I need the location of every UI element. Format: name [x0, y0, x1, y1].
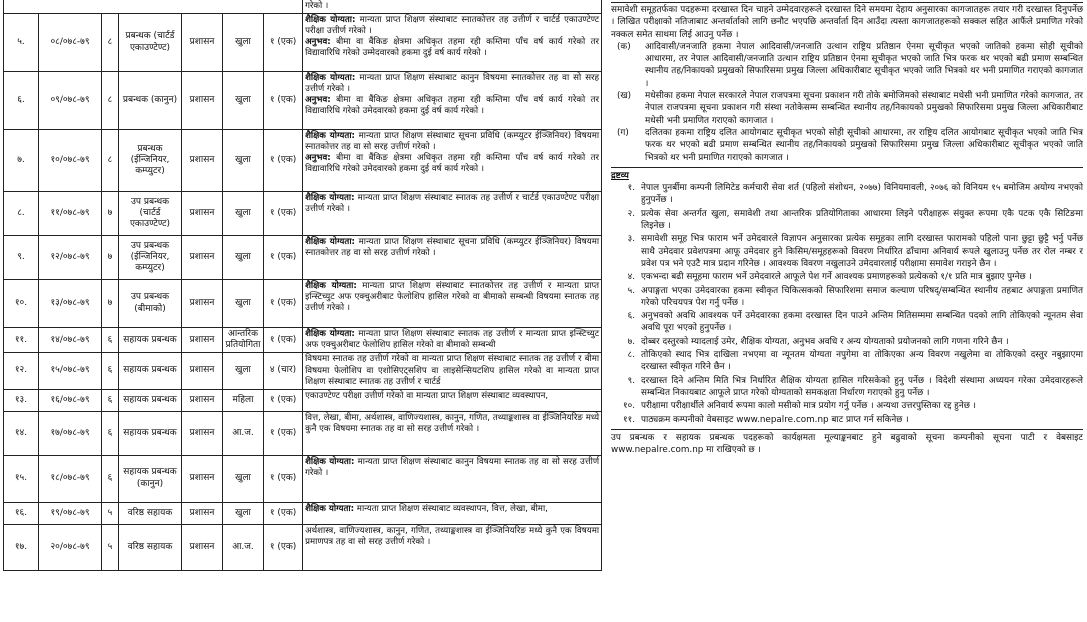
post-name: प्रबन्धक (ईन्जिनियर, कम्प्युटर): [119, 130, 182, 192]
vacancy-table: [3, 0, 602, 571]
post-name: सहायक प्रबन्धक: [119, 411, 182, 455]
table-row: [4, 236, 602, 280]
advertisement-number: ०९/०७८-७९: [39, 72, 102, 130]
qualification-cell: [303, 192, 602, 236]
competition-type: खुला: [223, 192, 264, 236]
post-name: वरिष्ठ सहायक: [119, 524, 182, 570]
note-item: [611, 271, 1083, 283]
note-number: १०.: [623, 401, 635, 412]
note-item: [611, 375, 1083, 400]
level: ६: [102, 455, 119, 502]
qualification-cell: [303, 411, 602, 455]
note-item: [611, 336, 1083, 348]
notes-heading: द्रष्टव्य: [611, 170, 629, 181]
experience-label: अनुभव:: [305, 95, 331, 106]
note-number: ६.: [627, 311, 635, 322]
post-name: सहायक प्रबन्धक (कानुन): [119, 455, 182, 502]
note-item: [611, 285, 1083, 310]
service-group: प्रशासन: [182, 411, 223, 455]
education-value: मान्यता प्राप्त शिक्षण संस्थाबाट कानुन विषयमा स्नातक तह वा सो सरह उत्तीर्ण गरेको ।: [305, 456, 600, 478]
category-label: (क): [617, 41, 631, 52]
table-row: [4, 280, 602, 328]
table-row: [4, 14, 602, 72]
note-text: प्रत्येक सेवा अन्तर्गत खुला, समावेशी तथा आन्तरिक प्रतियोगिताका आधारमा लिइने परीक्षाहरू संयुक्त रूपमा एकै पटक एकै सिटिङमा लिइनेछ ।: [641, 208, 1083, 232]
category-label: (ख): [617, 91, 632, 102]
table-row: [4, 130, 602, 192]
experience-value: बीमा वा बैंकिङ क्षेत्रमा अधिकृत तहमा रही कम्तिमा पाँच वर्ष कार्य गरेको तर विद्यावारिधि गरेको उमेदवारको हकमा दुई वर्ष कार्य गरेको ।: [305, 95, 600, 117]
vacancy-count: १ (एक): [264, 455, 303, 502]
table-row: [4, 411, 602, 455]
post-name: प्रबन्धक (कानुन): [119, 72, 182, 130]
qualification-cell: [303, 280, 602, 328]
level: ७: [102, 280, 119, 328]
education-text: [305, 281, 599, 314]
advertisement-number: १९/०७८-७९: [39, 502, 102, 524]
category-item: [611, 127, 1083, 164]
advertisement-number: १७/०७८-७९: [39, 411, 102, 455]
experience-text: [305, 95, 599, 117]
post-name: उप प्रबन्धक (चार्टर्ड एकाउण्टेण्ट): [119, 192, 182, 236]
vacancy-count: १ (एक): [264, 411, 303, 455]
service-group: प्रशासन: [182, 328, 223, 353]
education-label: शैक्षिक योग्यता:: [305, 503, 355, 514]
education-value: वित्त, लेखा, बीमा, अर्थशास्त्र, वाणिज्यशास्त्र, कानुन, गणित, तथ्याङ्कशास्त्र वा ईञ्जिनियरिङ मध्ये कुनै एक विषयमा स्नातक तह वा सो सरह उत्तीर्ण गरेको ।: [305, 412, 600, 434]
advertisement-number: १८/०७८-७९: [39, 455, 102, 502]
education-label: शैक्षिक योग्यता:: [305, 329, 355, 339]
note-number: २.: [627, 208, 635, 219]
experience-value: बीमा वा बैंकिङ क्षेत्रमा अधिकृत तहमा रही कम्तिमा पाँच वर्ष कार्य गरेको तर विद्यावारिधि गरेको उम्मेदवारको हकमा दुई वर्ष कार्य गरेको ।: [305, 37, 600, 59]
note-number: १.: [627, 183, 635, 194]
vacancy-count: १ (एक): [264, 192, 303, 236]
note-number: ११.: [623, 414, 635, 425]
post-name: वरिष्ठ सहायक: [119, 502, 182, 524]
vacancy-count: १ (एक): [264, 328, 303, 353]
education-value: विषयमा स्नातक तह उत्तीर्ण गरेको वा मान्यता प्राप्त शिक्षण संस्थाबाट स्नातक तह उत्तीर्ण र बीमा विषयमा फेलोशिप वा एशोसिएट्सशिप वा लाइसेन्सियटशिप हासिल गरेको वा मान्यता प्राप्त शिक्षण संस्थाबाट स्नातक तह उत्तीर्ण र चार्टर्ड: [305, 354, 600, 387]
qualification-cell: [303, 328, 602, 353]
qualification-cell: [303, 130, 602, 192]
education-label: शैक्षिक योग्यता:: [305, 456, 355, 467]
vacancy-count: १ (एक): [264, 72, 303, 130]
vacancy-count: १ (एक): [264, 236, 303, 280]
post-name: सहायक प्रबन्धक: [119, 328, 182, 353]
footer-divider: [611, 429, 1083, 430]
education-value: एकाउण्टेण्ट परीक्षा उत्तीर्ण गरेको वा मान्यता प्राप्त शिक्षण संस्थाबाट व्यवस्थापन,: [305, 390, 549, 401]
education-value: अर्थशास्त्र, वाणिज्यशास्त्र, कानुन, गणित, तथ्याङ्कशास्त्र वा ईञ्जिनियरिङ मध्ये कुनै एक विषयमा प्रमाणपत्र तह वा सो सरह उत्तीर्ण गरेको ।: [305, 525, 600, 547]
service-group: प्रशासन: [182, 72, 223, 130]
service-group: प्रशासन: [182, 455, 223, 502]
table-row: [4, 328, 602, 353]
note-number: ९.: [627, 375, 635, 386]
serial-number: ९.: [4, 236, 39, 280]
experience-text: [305, 37, 599, 59]
advertisement-number: १५/०७८-७९: [39, 353, 102, 389]
qualification-cell: [303, 14, 602, 72]
level: ६: [102, 389, 119, 411]
service-group: प्रशासन: [182, 14, 223, 72]
vacancy-count: १ (एक): [264, 389, 303, 411]
education-label: शैक्षिक योग्यता:: [305, 237, 355, 247]
competition-type: खुला: [223, 14, 264, 72]
qualification-cell: [303, 236, 602, 280]
competition-type: खुला: [223, 353, 264, 389]
top-divider: [611, 2, 1083, 3]
advertisement-number: १४/०७८-७९: [39, 328, 102, 353]
service-group: प्रशासन: [182, 130, 223, 192]
note-item: [611, 349, 1083, 374]
education-label: शैक्षिक योग्यता:: [305, 15, 356, 25]
education-text: [305, 413, 599, 435]
competition-type: आ.ज.: [223, 411, 264, 455]
education-text: [305, 237, 599, 259]
competition-type: खुला: [223, 280, 264, 328]
education-label: शैक्षिक योग्यता:: [305, 73, 356, 83]
note-item: [611, 233, 1083, 270]
note-text: एकभन्दा बढी समूहमा फाराम भर्ने उमेदवारले आफूले पेश गर्ने आवश्यक प्रमाणहरूको प्रत्येकको १/१ प्रति मात्र बुझाए पुग्नेछ ।: [641, 272, 1032, 283]
service-group: प्रशासन: [182, 236, 223, 280]
competition-type: खुला: [223, 455, 264, 502]
intro-paragraph: समावेशी समूहतर्फका पदहरूमा दरखास्त दिन चाहने उम्मेदवारहरूले दरखास्त दिने समयमा देहाय अनुसारका कागजातहरू तयार गरी दरखास्त दिनुपर्नेछ । लिखित परीक्षाको नतिजाबाट अन्तर्वार्ताको लागि छनौट भएपछि अन्तर्वार्ता दिन आउँदा त्यस्ता कागजातहरूको सक्कल सहित आफैंले प्रमाणित गरेको नक्कल समेत साथमा लिई आउनु पर्नेछ ।: [611, 5, 1083, 40]
competition-type: खुला: [223, 72, 264, 130]
education-value: मान्यता प्राप्त शिक्षण संस्थाबाट स्नातकोत्तर तह उत्तीर्ण र मान्यता प्राप्त इन्स्टिच्युट अफ एक्चुअरीबाट फेलोशिप हासिल गरेको वा बीमाको सम्बन्धी विषयमा स्नातक तह उत्तीर्ण गरेको ।: [305, 281, 600, 314]
experience-label: अनुभव:: [305, 153, 331, 164]
competition-type: आ.ज.: [223, 524, 264, 570]
serial-number: ११.: [4, 328, 39, 353]
note-text: दोब्बर दस्तुरको म्यादलाई उमेर, शैक्षिक योग्यता, अनुभव अवधि र अन्य योग्यताको प्रयोजनको लागि गणना गरिने छैन ।: [641, 336, 1009, 347]
competition-type: खुला: [223, 130, 264, 192]
vacancy-count: १ (एक): [264, 280, 303, 328]
education-text: [305, 504, 599, 515]
education-text: [305, 193, 599, 215]
service-group: प्रशासन: [182, 192, 223, 236]
category-list: [611, 41, 1083, 164]
table-row: [4, 353, 602, 389]
vacancy-count: १ (एक): [264, 502, 303, 524]
note-item: [611, 182, 1083, 207]
level: ७: [102, 192, 119, 236]
note-item: [611, 208, 1083, 233]
post-name: प्रबन्धक (चार्टर्ड एकाउण्टेण्ट): [119, 14, 182, 72]
service-group: प्रशासन: [182, 280, 223, 328]
note-text: समावेशी समूह भित्र फाराम भर्ने उमेदवारले विज्ञापन अनुसारका प्रत्येक समूहका लागि दरखास्त फारामको पहिलो पाना छुट्टा छुट्टै भर्नु पर्नेछ साथै उमेदवार प्रवेशपत्रमा आफू उमेदवार हुने किसिम/समूहहरूको विवरण निर्धारित ढाँचामा अनिवार्य रूपले खुलाउनु पर्नेछ तर रोल नम्बर र प्रवेश पत्र भने एउटै मात्र प्रदान गरिनेछ । आवश्यक विवरण नखुलाउने उमेदवारलाई परीक्षामा समावेश गराइने छैन ।: [641, 234, 1083, 269]
category-text: दलितका हकमा राष्ट्रिय दलित आयोगबाट सूचीकृत भएको सोही सूचीको आधारमा, तर राष्ट्रिय दलित आयोगबाट सूचीकृत भएको जाति भित्र फरक थर भएको बढी प्रमाण सम्बन्धित स्थानीय तह/निकायको प्रमुखको सिफारिसमा प्रमुख जिल्ला अधिकारीबाट सूचीकृत भएको जाति भित्रको थर भनी प्रमाणित गराएको कागजात ।: [645, 127, 1083, 163]
category-text: मधेसीका हकमा नेपाल सरकारले नेपाल राजपत्रमा सूचना प्रकाशन गरी तोके बमोजिमको संस्थाबाट मधेसी भनी प्रमाणित गरेको कागजात, तर नेपाल राजपत्रमा सूचना प्रकाशन गरी संस्था नतोकेसम्म सम्बन्धित स्थानीय तह/निकायको प्रमुखको सिफारिसमा प्रमुख जिल्ला अधिकारीबाट मधेसी भनी प्रमाणित गराएको कागजात ।: [645, 91, 1083, 126]
note-number: ७.: [627, 336, 635, 347]
education-text: [305, 391, 599, 402]
education-text: [305, 354, 599, 387]
qualification-fragment: गरेको ।: [303, 0, 602, 14]
level: ५: [102, 524, 119, 570]
education-value: मान्यता प्राप्त शिक्षण संस्थाबाट व्यवस्थापन, वित्त, लेखा, बीमा,: [354, 503, 548, 514]
education-value: मान्यता प्राप्त शिक्षण संस्थाबाट सूचना प्रविधि (कम्प्युटर ईञ्जिनियर) विषयमा स्नातकोत्तर तह वा सो सरह उत्तीर्ण गरेको ।: [305, 237, 600, 259]
note-number: ३.: [627, 234, 635, 245]
category-text: आदिवासी/जनजाति हकमा नेपाल आदिवासी/जनजाति उत्थान राष्ट्रिय प्रतिष्ठान ऐनमा सूचीकृत भएको जातिको हकमा सोही सूचीको आधारमा, तर नेपाल आदिवासी/जनजाति उत्थान राष्ट्रिय प्रतिष्ठान ऐनमा सूचीकृत भएको जाति भित्र फरक थर भएको बढी प्रमाण सम्बन्धित स्थानीय तह/निकायको प्रमुखको सिफारिसमा प्रमुख जिल्ला अधिकारीबाट सूचीकृत भएको जाति भित्रको थर भनी प्रमाणित गराएको कागजात ।: [645, 41, 1083, 89]
serial-number: ६.: [4, 72, 39, 130]
serial-number: १३.: [4, 389, 39, 411]
advertisement-number: २०/०७८-७९: [39, 524, 102, 570]
level: ५: [102, 502, 119, 524]
category-item: [611, 90, 1083, 127]
experience-text: [305, 153, 599, 175]
education-text: [305, 329, 599, 351]
education-label: शैक्षिक योग्यता:: [305, 193, 355, 203]
table-row: [4, 455, 602, 502]
competition-type: आन्तरिक प्रतियोगिता: [223, 328, 264, 353]
level: ७: [102, 236, 119, 280]
qualification-cell: [303, 524, 602, 570]
level: ८: [102, 14, 119, 72]
table-row: [4, 524, 602, 570]
competition-type: खुला: [223, 236, 264, 280]
note-text: तोकिएको स्थाद भित्र दाखिला नभएमा वा न्यूनतम योग्यता नपुगेमा वा तोकिएका अन्य विवरण नखुलेमा वा तोकिएको दस्तुर नबुझाएमा दरखास्त स्वीकृत गरिने छैन ।: [641, 350, 1083, 373]
note-text: परीक्षामा परीक्षार्थीले अनिवार्य रूपमा कालो मसीको मात्र प्रयोग गर्नु पर्नेछ । अन्यथा उत्तरपुस्तिका रद्द हुनेछ ।: [641, 401, 977, 412]
level: ८: [102, 72, 119, 130]
table-row: [4, 192, 602, 236]
notes-column: [611, 2, 1083, 456]
serial-number: ५.: [4, 14, 39, 72]
education-label: शैक्षिक योग्यता:: [305, 131, 355, 141]
serial-number: १२.: [4, 353, 39, 389]
table-row-top-fragment: [4, 0, 602, 14]
serial-number: ८.: [4, 192, 39, 236]
serial-number: १६.: [4, 502, 39, 524]
education-text: [305, 73, 599, 95]
serial-number: १०.: [4, 280, 39, 328]
table-row: [4, 389, 602, 411]
education-text: [305, 15, 599, 37]
serial-number: १७.: [4, 524, 39, 570]
vacancy-count: ४ (चार): [264, 353, 303, 389]
education-value: मान्यता प्राप्त शिक्षण संस्थाबाट स्नातक तह उत्तीर्ण र चार्टर्ड एकाउण्टेण्ट परीक्षा उत्तीर्ण गरेको ।: [305, 193, 600, 215]
section-divider: [611, 167, 1083, 168]
note-text: नेपाल पुनर्बीमा कम्पनी लिमिटेड कर्मचारी सेवा शर्त (पहिलो संशोधन, २०७७) विनियमावली, २०७६ को विनियम १५ बमोजिम अयोग्य नभएको हुनुपर्नेछ ।: [641, 183, 1083, 206]
table-row: [4, 502, 602, 524]
education-text: [305, 457, 599, 479]
note-text: अनुभवको अवधि आवश्यक पर्ने उमेदवारका हकमा दरखास्त दिन पाउने अन्तिम मितिसम्ममा सम्बन्धित पदको लागि तोकिएको न्यूनतम सेवा अवधि पूरा भएको हुनुपर्नेछ ।: [641, 311, 1083, 334]
education-value: मान्यता प्राप्त शिक्षण संस्थाबाट कानुन विषयमा स्नातकोत्तर तह वा सो सरह उत्तीर्ण गरेको ।: [305, 73, 600, 95]
qualification-cell: [303, 389, 602, 411]
level: ६: [102, 328, 119, 353]
education-value: मान्यता प्राप्त शिक्षण संस्थाबाट सूचना प्रविधि (कम्प्युटर ईञ्जिनियर) विषयमा स्नातकोत्तर तह वा सो सरह उत्तीर्ण गरेको ।: [305, 131, 600, 153]
table-row: [4, 72, 602, 130]
education-text: [305, 131, 599, 153]
advertisement-number: ११/०७८-७९: [39, 192, 102, 236]
post-name: सहायक प्रबन्धक: [119, 389, 182, 411]
vacancy-rows: [4, 0, 602, 570]
note-item: [611, 414, 1083, 426]
serial-number: ७.: [4, 130, 39, 192]
education-text: [305, 526, 599, 548]
note-number: ५.: [627, 285, 635, 296]
experience-label: अनुभव:: [305, 37, 331, 48]
note-item: [611, 400, 1083, 412]
education-value: मान्यता प्राप्त शिक्षण संस्थाबाट स्नातक तह उत्तीर्ण र मान्यता प्राप्त इन्स्टिच्युट अफ एक्चुअरीबाट फेलोशिप हासिल गरेको वा बीमाको सम्बन्धी: [305, 329, 600, 351]
post-name: उप प्रबन्धक (ईन्जिनियर, कम्प्युटर): [119, 236, 182, 280]
category-item: [611, 41, 1083, 90]
competition-type: महिला: [223, 389, 264, 411]
service-group: प्रशासन: [182, 353, 223, 389]
note-item: [611, 310, 1083, 335]
service-group: प्रशासन: [182, 389, 223, 411]
education-value: मान्यता प्राप्त शिक्षण संस्थाबाट स्नातकोत्तर तह उत्तीर्ण र चार्टर्ड एकाउण्टेण्ट परीक्षा उत्तीर्ण गरेको ।: [305, 15, 600, 37]
advertisement-number: १२/०७८-७९: [39, 236, 102, 280]
qualification-cell: [303, 502, 602, 524]
notes-list: [611, 182, 1083, 426]
post-name: उप प्रबन्धक (बीमाको): [119, 280, 182, 328]
qualification-cell: [303, 353, 602, 389]
advertisement-number: १६/०७८-७९: [39, 389, 102, 411]
level: ६: [102, 353, 119, 389]
vacancy-count: १ (एक): [264, 14, 303, 72]
serial-number: १४.: [4, 411, 39, 455]
note-number: ८.: [627, 350, 635, 361]
note-text: पाठ्यक्रम कम्पनीको वेबसाइट www.nepalre.com.np बाट प्राप्त गर्न सकिनेछ ।: [641, 414, 909, 425]
advertisement-number: ०८/०७८-७९: [39, 14, 102, 72]
competition-type: खुला: [223, 502, 264, 524]
vacancy-count: १ (एक): [264, 130, 303, 192]
experience-value: बीमा वा बैंकिङ क्षेत्रमा अधिकृत तहमा रही कम्तिमा पाँच वर्ष कार्य गरेको तर विद्यावारिधि गरेको उमेदवारको हकमा दुई वर्ष कार्य गरेको ।: [305, 153, 600, 175]
service-group: प्रशासन: [182, 524, 223, 570]
note-text: अपाङ्गता भएका उमेदवारका हकमा स्वीकृत चिकित्सकको सिफारिशमा समाज कल्याण परिषद्/सम्बन्धित स्थानीय तहबाट अपाङ्गता प्रमाणित गरेको परिचयपत्र पेश गर्नु पर्नेछ ।: [641, 285, 1083, 308]
service-group: प्रशासन: [182, 502, 223, 524]
note-number: ४.: [627, 272, 635, 283]
advertisement-number: १०/०७८-७९: [39, 130, 102, 192]
post-name: सहायक प्रबन्धक: [119, 353, 182, 389]
serial-number: १५.: [4, 455, 39, 502]
qualification-cell: [303, 455, 602, 502]
advertisement-number: १३/०७८-७९: [39, 280, 102, 328]
note-text: दरखास्त दिने अन्तिम मिति भित्र निर्धारित शैक्षिक योग्यता हासिल गरिसकेको हुनु पर्नेछ । विदेशी संस्थामा अध्ययन गरेका उमेदवारहरूले सम्बन्धित निकायबाट आफूले प्राप्त गरेको योग्यताको समकक्षता निर्धारण गराएको हुनु पर्नेछ ।: [641, 375, 1083, 398]
category-label: (ग): [617, 127, 629, 138]
qualification-cell: [303, 72, 602, 130]
footer-text: उप प्रबन्धक र सहायक प्रबन्धक पदहरूको कार्यक्षमता मूल्याङ्कनबाट हुने बढुवाको सूचना कम्पनीको सूचना पाटी र वेबसाइट www.nepalre.com.np मा राखिएको छ ।: [611, 432, 1083, 456]
education-label: शैक्षिक योग्यता:: [305, 281, 357, 291]
level: ८: [102, 130, 119, 192]
vacancy-count: १ (एक): [264, 524, 303, 570]
level: ६: [102, 411, 119, 455]
